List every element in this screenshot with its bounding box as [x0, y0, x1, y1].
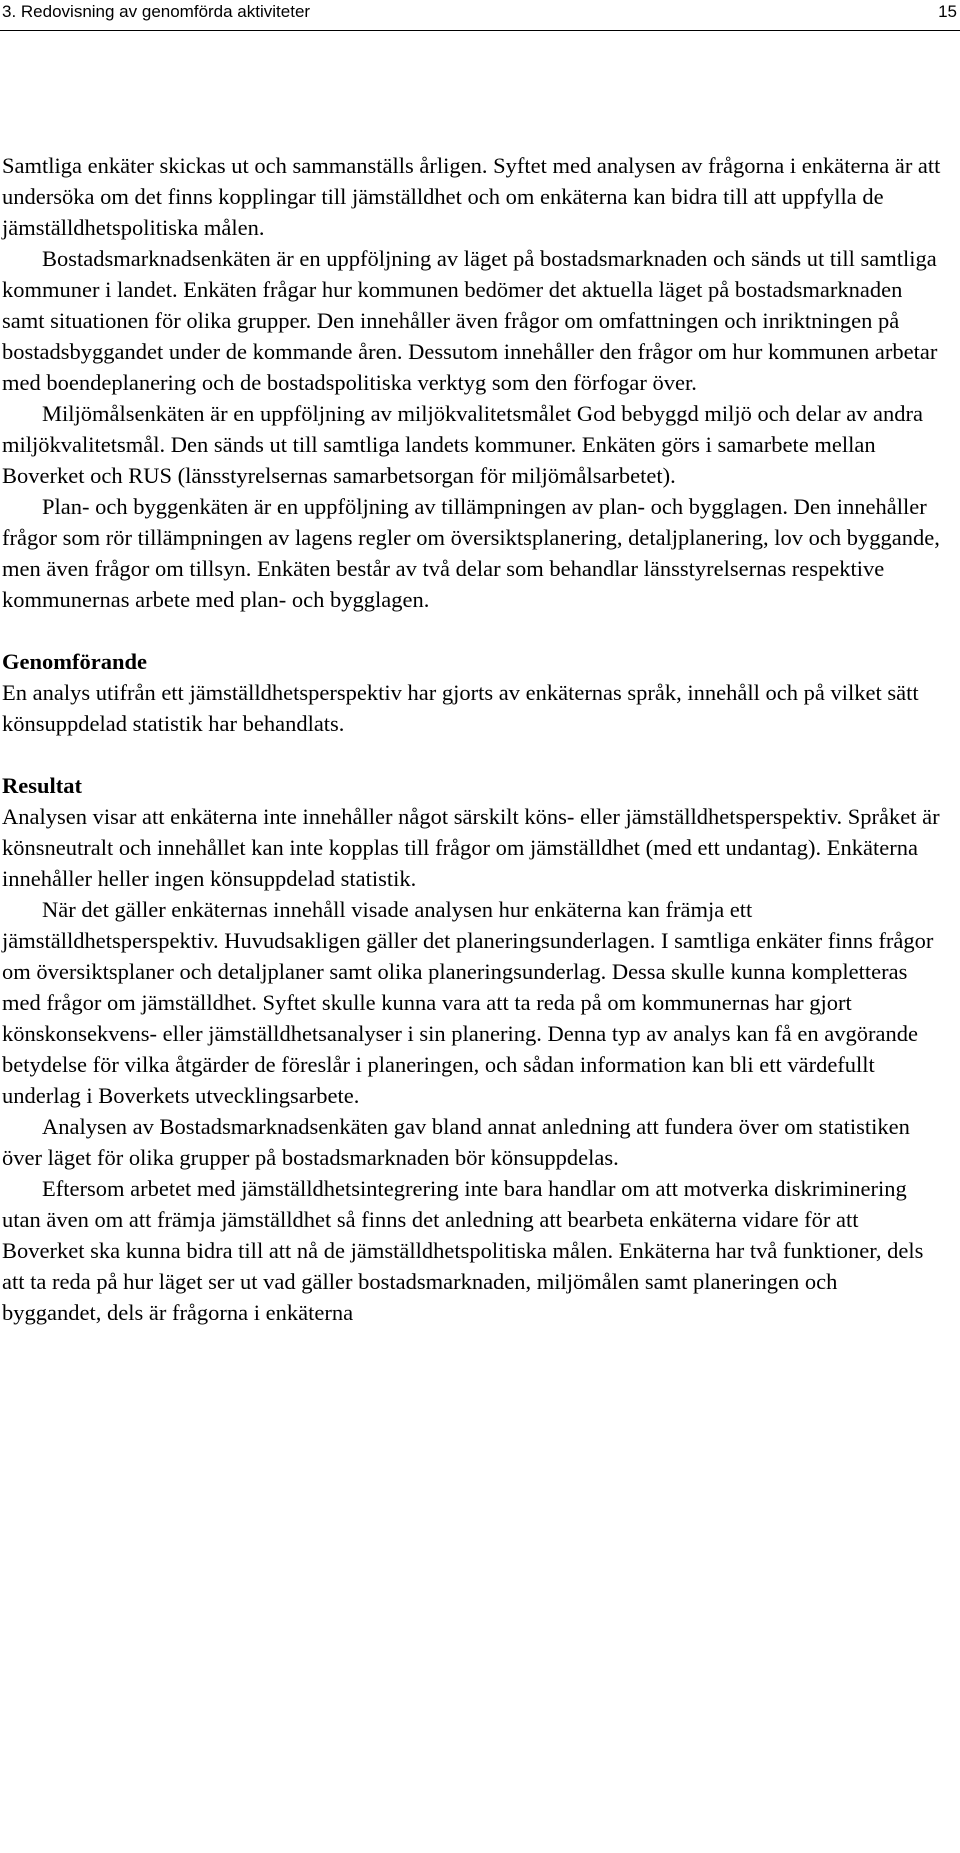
paragraph-resultat-2: När det gäller enkäternas innehåll visade analysen hur enkäterna kan främja ett jämställdhetsperspektiv. Huvudsakligen gäller det planeringsunderlagen. I samtliga enkäter finns frågor om översiktsplaner och detaljplaner samt olika planeringsunderlag. Dessa skulle kunna kompletteras med frågor om jämställdhet. Syftet skulle kunna vara att ta reda på om kommunernas har gjort könskonsekvens- eller jämställdhetsanalyser i sin planering. Denna typ av analys kan få en avgörande betydelse för vilka åtgärder de föreslår i planeringen, och sådan information kan bli ett värdefullt underlag i Boverkets utvecklingsarbete. [2, 897, 934, 1108]
page-header [0, 0, 960, 31]
spacer [2, 739, 942, 770]
document-body [2, 150, 942, 1328]
paragraph-miljomalsenkaten: Miljömålsenkäten är en uppföljning av miljökvalitetsmålet God bebyggd miljö och delar av andra miljökvalitetsmål. Den sänds ut till samtliga landets kommuner. Enkäten görs i samarbete mellan Boverket och RUS (länsstyrelsernas samarbetsorgan för miljömålsarbetet). [2, 401, 924, 488]
heading-genomforande: Genomförande [2, 649, 147, 674]
paragraph-plan-och-byggenkaten: Plan- och byggenkäten är en uppföljning av tillämpningen av plan- och bygglagen. Den innehåller frågor som rör tillämpningen av lagens regler om översiktsplanering, detaljplanering, lov och byggande, men även frågor om tillsyn. Enkäten består av två delar som behandlar länsstyrelsernas respektive kommunernas arbete med plan- och bygglagen. [2, 494, 940, 612]
spacer [2, 615, 942, 646]
paragraph-resultat-4: Eftersom arbetet med jämställdhetsintegrering inte bara handlar om att motverka diskriminering utan även om att främja jämställdhet så finns det anledning att bearbeta enkäterna vidare för att Boverket ska kunna bidra till att nå de jämställdhetspolitiska målen. Enkäterna har två funktioner, dels att ta reda på hur läget ser ut vad gäller bostadsmarknaden, miljömålen samt planeringen och byggandet, dels är frågorna i enkäterna [2, 1176, 924, 1325]
page-number: 15 [938, 2, 957, 21]
paragraph-bostadsmarknadsenkaten: Bostadsmarknadsenkäten är en uppföljning av läget på bostadsmarknaden och sänds ut till samtliga kommuner i landet. Enkäten frågar hur kommunen bedömer det aktuella läget på bostadsmarknaden samt situationen för olika grupper. Den innehåller även frågor om omfattningen och inriktningen på bostadsbyggandet under de kommande åren. Dessutom innehåller den frågor om hur kommunen arbetar med boendeplanering och de bostadspolitiska verktyg som den förfogar över. [2, 246, 938, 395]
paragraph-resultat-3: Analysen av Bostadsmarknadsenkäten gav bland annat anledning att fundera över om statistiken över läget för olika grupper på bostadsmarknaden bör könsuppdelas. [2, 1114, 910, 1170]
paragraph-resultat-1: Analysen visar att enkäterna inte innehåller något särskilt köns- eller jämställdhetsperspektiv. Språket är könsneutralt och innehållet kan inte kopplas till frågor om jämställdhet (med ett undantag). Enkäterna innehåller heller ingen könsuppdelad statistik. [2, 804, 940, 891]
heading-resultat: Resultat [2, 773, 82, 798]
paragraph-intro: Samtliga enkäter skickas ut och sammanställs årligen. Syftet med analysen av frågorna i enkäterna är att undersöka om det finns kopplingar till jämställdhet och om enkäterna kan bidra till att uppfylla de jämställdhetspolitiska målen. [2, 153, 941, 240]
running-header-title: 3. Redovisning av genomförda aktiviteter [2, 2, 311, 21]
paragraph-genomforande: En analys utifrån ett jämställdhetsperspektiv har gjorts av enkäternas språk, innehåll och på vilket sätt könsuppdelad statistik har behandlats. [2, 680, 919, 736]
